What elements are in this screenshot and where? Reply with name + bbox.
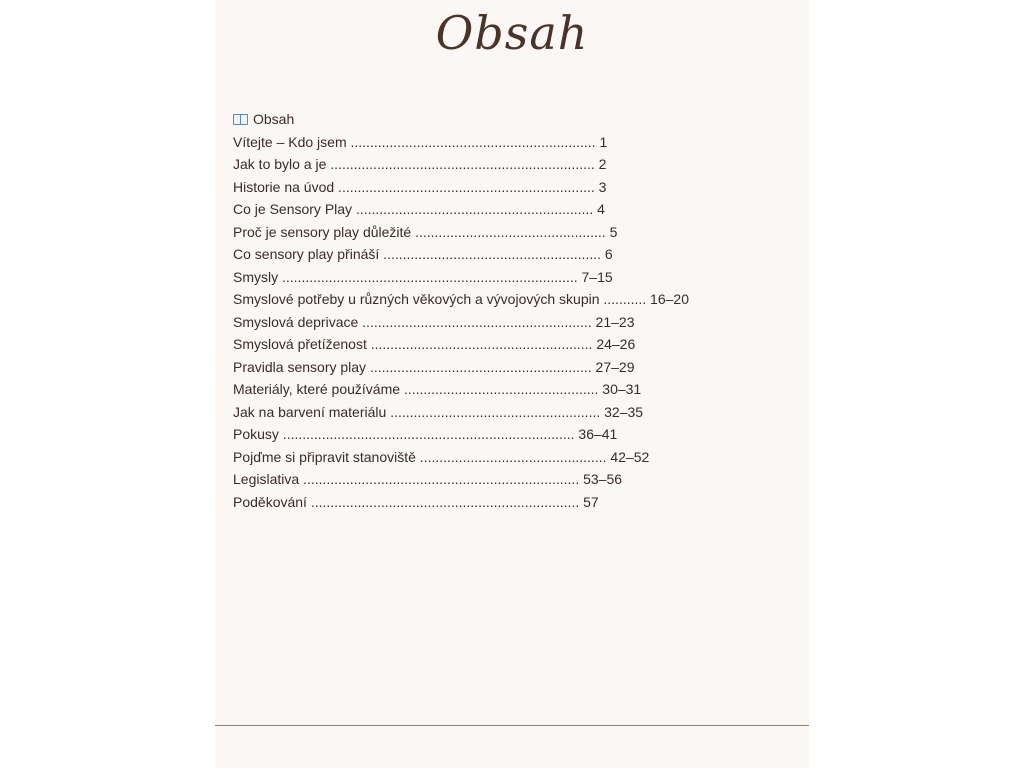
toc-entry[interactable]: Pokusy ........................................................................... 36–41 [233, 426, 618, 442]
document-page [215, 0, 809, 768]
toc-entry[interactable]: Legislativa ....................................................................... 53–56 [233, 471, 623, 487]
toc-entry[interactable]: Proč je sensory play důležité ................................................. 5 [233, 223, 618, 240]
toc-heading [233, 108, 793, 131]
toc-entry[interactable]: Smyslová deprivace ........................................................... 21–23 [233, 313, 635, 330]
toc-heading-label: Obsah [253, 111, 295, 127]
table-of-contents [233, 108, 793, 513]
toc-entry[interactable]: Smyslová přetíženost ......................................................... 24–26 [233, 336, 636, 352]
toc-entry[interactable]: Vítejte – Kdo jsem ............................................................... 1 [233, 133, 608, 150]
page-divider [215, 725, 809, 726]
toc-entry[interactable]: Historie na úvod .................................................................. 3 [233, 178, 607, 195]
toc-entry[interactable]: Jak to bylo a je .................................................................... 2 [233, 156, 607, 172]
toc-entry[interactable]: Co sensory play přináší ........................................................ 6 [233, 246, 613, 262]
toc-entry[interactable]: Co je Sensory Play ............................................................. 4 [233, 201, 605, 217]
toc-entry[interactable]: Smyslové potřeby u různých věkových a vývojových skupin ........... 16–20 [233, 291, 689, 307]
open-book-icon [233, 114, 248, 125]
toc-entry[interactable]: Smysly ............................................................................ 7–15 [233, 268, 613, 285]
toc-entry[interactable]: Pojďme si připravit stanoviště ................................................ 42–52 [233, 448, 650, 465]
toc-entry[interactable]: Jak na barvení materiálu ...................................................... 32–35 [233, 403, 644, 420]
page-title: Obsah [435, 6, 589, 60]
toc-entry[interactable]: Poděkování ..................................................................... 57 [233, 493, 599, 510]
toc-entry[interactable]: Pravidla sensory play ......................................................... 27–29 [233, 358, 635, 375]
toc-entry[interactable]: Materiály, které používáme .................................................. 30–31 [233, 381, 642, 397]
